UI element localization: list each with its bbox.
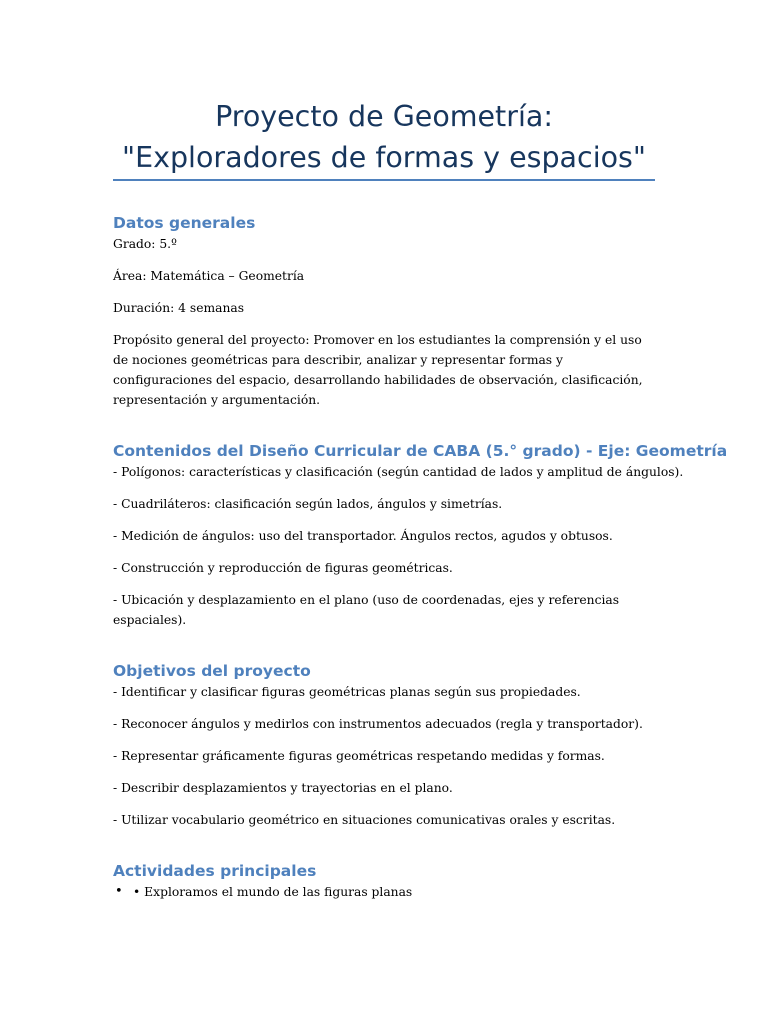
actividad-item-text: • Exploramos el mundo de las figuras planas [133, 885, 413, 899]
section-datos-generales [113, 212, 658, 410]
document-body [113, 212, 728, 902]
proposito-text: Propósito general del proyecto: Promover en los estudiantes la comprensión y el uso de nociones geométricas para describir, analizar y representar formas y configuraciones del espacio, desarrollando habilidades de observación, clasificación, representación y argumentación. [113, 333, 643, 407]
contenido-item: - Ubicación y desplazamiento en el plano (uso de coordenadas, ejes y referencias espaciales). [113, 593, 620, 627]
heading-datos-generales: Datos generales [113, 214, 256, 232]
objetivo-item: - Identificar y clasificar figuras geométricas planas según sus propiedades. [113, 685, 581, 699]
grado-text: Grado: 5.º [113, 237, 177, 251]
objetivo-item: - Utilizar vocabulario geométrico en situaciones comunicativas orales y escritas. [113, 813, 616, 827]
objetivo-item: - Describir desplazamientos y trayectorias en el plano. [113, 781, 453, 795]
objetivo-item: - Representar gráficamente figuras geométricas respetando medidas y formas. [113, 749, 605, 763]
section-actividades [113, 860, 658, 902]
actividad-list-item [113, 882, 658, 902]
contenido-item: - Medición de ángulos: uso del transportador. Ángulos rectos, agudos y obtusos. [113, 529, 613, 543]
section-objetivos [113, 660, 658, 830]
title-underline [113, 179, 655, 181]
objetivo-item: - Reconocer ángulos y medirlos con instrumentos adecuados (regla y transportador). [113, 717, 643, 731]
area-text: Área: Matemática – Geometría [113, 269, 305, 283]
contenido-item: - Construcción y reproducción de figuras geométricas. [113, 561, 453, 575]
heading-actividades: Actividades principales [113, 862, 317, 880]
section-contenidos [113, 440, 728, 630]
heading-objetivos: Objetivos del proyecto [113, 662, 311, 680]
bullet-icon: • [115, 884, 123, 899]
contenido-item: - Cuadriláteros: clasificación según lados, ángulos y simetrías. [113, 497, 503, 511]
contenido-item: - Polígonos: características y clasificación (según cantidad de lados y amplitud de ángulos). [113, 465, 684, 479]
document-title: Proyecto de Geometría: "Exploradores de formas y espacios" [121, 100, 647, 174]
heading-contenidos: Contenidos del Diseño Curricular de CABA (5.° grado) - Eje: Geometría [113, 442, 728, 460]
duracion-text: Duración: 4 semanas [113, 301, 245, 315]
